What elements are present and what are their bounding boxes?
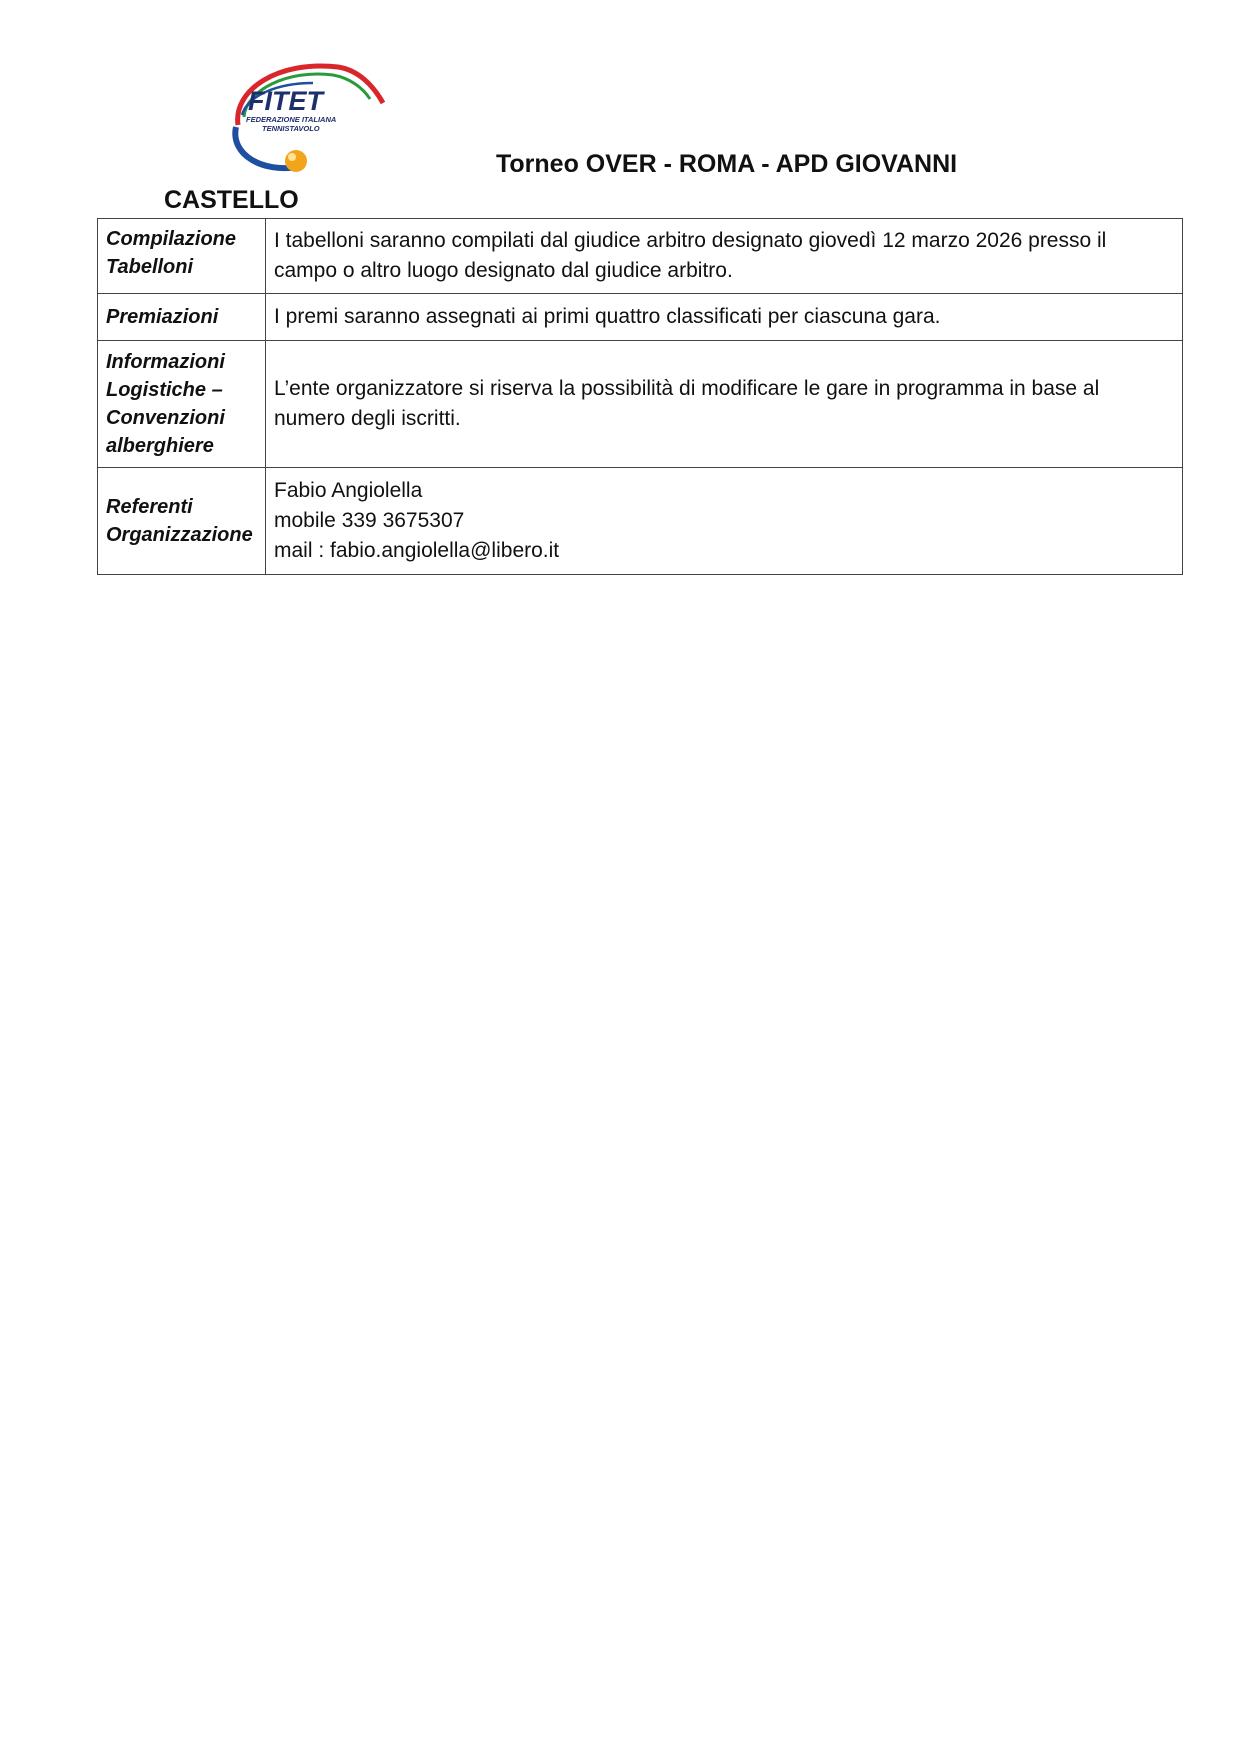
row-label-informazioni xyxy=(98,341,266,468)
content-text: I premi saranno assegnati ai primi quattro classificati per ciascuna gara. xyxy=(274,305,941,328)
row-label-compilazione xyxy=(98,219,266,294)
row-label-premiazioni xyxy=(98,294,266,341)
contact-name: Fabio Angiolella xyxy=(274,479,423,502)
content-text: L’ente organizzatore si riserva la possibilità di modificare le gare in programma in base al numero degli iscritti. xyxy=(274,377,1100,430)
label-line: Premiazioni xyxy=(106,306,219,328)
row-content-premiazioni xyxy=(266,294,1183,341)
label-line: Tabelloni xyxy=(106,256,194,278)
row-content-informazioni xyxy=(266,341,1183,468)
table-row xyxy=(98,341,1183,468)
row-content-referenti xyxy=(266,468,1183,575)
fitet-logo xyxy=(218,55,388,175)
label-line: Referenti xyxy=(106,496,193,518)
label-line: Logistiche – xyxy=(106,379,223,401)
row-label-referenti xyxy=(98,468,266,575)
content-text: I tabelloni saranno compilati dal giudice arbitro designato giovedì 12 marzo 2026 presso il campo o altro luogo designato dal giudice arbitro. xyxy=(274,229,1107,282)
logo-subtext-1: FEDERAZIONE ITALIANA xyxy=(246,115,337,124)
table-row xyxy=(98,468,1183,575)
page-title: Torneo OVER - ROMA - APD GIOVANNI xyxy=(496,150,958,178)
label-line: Compilazione xyxy=(106,228,237,250)
contact-mobile: mobile 339 3675307 xyxy=(274,509,465,532)
logo-text: FITET xyxy=(248,86,323,116)
label-line: alberghiere xyxy=(106,435,214,457)
row-content-compilazione xyxy=(266,219,1183,294)
table-row xyxy=(98,294,1183,341)
table-row xyxy=(98,219,1183,294)
page-title-continuation: CASTELLO xyxy=(164,186,299,214)
info-table xyxy=(97,218,1183,575)
label-line: Organizzazione xyxy=(106,524,253,546)
contact-email: mail : fabio.angiolella@libero.it xyxy=(274,539,560,562)
logo-subtext-2: TENNISTAVOLO xyxy=(262,124,320,133)
label-line: Convenzioni xyxy=(106,407,225,429)
label-line: Informazioni xyxy=(106,351,225,373)
